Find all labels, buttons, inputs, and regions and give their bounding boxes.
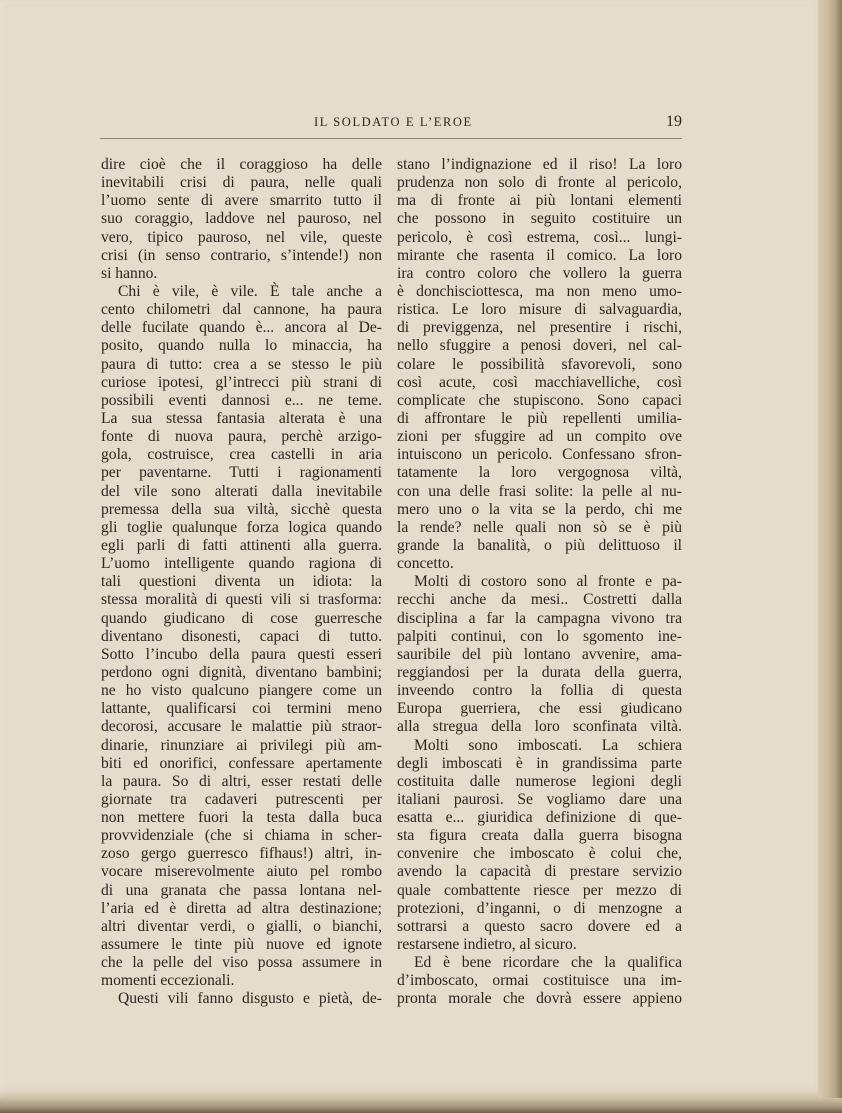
text-line: sta figura creata dalla guerra bisogna [397,827,682,845]
page-header [100,114,682,139]
page-edge-bottom [0,1098,842,1113]
text-line: Sotto l’incubo della paura questi esseri [101,645,382,663]
text-line: possibili eventi dannosi e... ne teme. [101,391,382,409]
text-line: Chi è vile, è vile. È tale anche a [118,282,382,300]
text-line: di una granata che passa lontana nel- [101,881,382,899]
text-line: non mettere fuori la testa dalla buca [101,809,382,827]
text-line: Ed è bene ricordare che la qualifica [414,954,682,972]
text-line: pronta morale che dovrà essere appieno [397,990,682,1008]
text-line: recchi anche da mesi.. Costretti dalla [397,591,682,609]
right-text-column [397,156,682,1009]
text-line: altri diventar verdi, o gialli, o bianchi, [101,917,382,935]
text-line: gli toglie qualunque forza logica quando [101,518,382,536]
text-line: restarsene indietro, al sicuro. [397,936,577,954]
text-line: di affrontare le più repellenti umilia- [397,409,682,427]
text-line: Europa guerriera, che essi giudicano [397,700,682,718]
text-line: tali questioni diventa un idiota: la [101,573,382,591]
text-line: vero, tipico pauroso, nel vile, queste [101,228,382,246]
text-line: palpiti continui, con lo sgomento ine- [397,627,682,645]
text-line: degli imboscati è in grandissima parte [397,754,682,772]
text-line: fonte di nuova paura, perchè arzigo- [101,428,382,446]
text-line: dire cioè che il coraggioso ha delle [101,156,382,173]
text-line: zoso gergo guerresco fifhaus!) altri, in- [101,845,382,863]
text-line: mirante che rasenta il comico. La loro [397,246,682,264]
text-line: crisi (in senso contrario, s’intende!) non [101,246,382,264]
text-line: provvidenziale (che si chiama in scher- [101,827,382,845]
page-edge-right [818,0,842,1113]
text-line: pericolo, è così estrema, così... lungi- [397,228,682,246]
text-line: stano l’indignazione ed il riso! La loro [397,156,682,173]
text-line: Molti di costoro sono al fronte e pa- [414,573,682,591]
text-line: delle fucilate quando è... ancora al De- [101,319,382,337]
text-line: diventano disonesti, capaci di tutto. [101,627,382,645]
text-line: ne ho visto qualcuno piangere come un [101,682,382,700]
text-line: decorosi, accusare le malattie più straor- [101,718,382,736]
text-line: dinarie, rinunziare ai privilegi più am- [101,736,382,754]
text-line: avendo la capacità di prestare servizio [397,863,682,881]
text-line: protezioni, d’inganni, o di menzogne a [397,899,682,917]
text-line: grande la banalità, o più delittuoso il [397,536,682,554]
text-line: assumere le tinte più nuove ed ignote [101,936,382,954]
text-line: egli parli di fatti attinenti alla guerra. [101,536,382,554]
text-line: l’uomo sente di avere smarrito tutto il [101,192,382,210]
text-line: così acute, così macchiavelliche, così [397,373,682,391]
text-line: nello sfuggire a penosi doveri, nel cal- [397,337,682,355]
text-line: con una delle frasi solite: la pelle al nu- [397,482,682,500]
text-line: italiani paurosi. Se vogliamo dare una [397,790,682,808]
text-line: stessa moralità di questi vili si trasforma: [101,591,382,609]
text-line: ristica. Le loro misure di salvaguardia, [397,301,682,319]
text-line: intuiscono un pericolo. Confessano sfron- [397,446,682,464]
text-line: prudenza non solo di fronte al pericolo, [397,174,682,192]
text-line: è donchisciottesca, ma non meno umo- [397,282,682,300]
text-line: La sua stessa fantasia alterata è una [101,409,382,427]
text-line: lattante, qualificarsi coi termini meno [101,700,382,718]
text-line: posito, quando nulla lo minaccia, ha [101,337,382,355]
text-line: ira contro coloro che vollero la guerra [397,264,682,282]
text-line: quando giudicano di cose guerresche [101,609,382,627]
text-line: tatamente la loro vergognosa viltà, [397,464,682,482]
text-line: la paura. So di altri, esser restati delle [101,772,382,790]
text-line: si hanno. [101,264,158,282]
text-line: per paventarne. Tutti i ragionamenti [101,464,382,482]
text-line: ma di fronte ai più lontani elementi [397,192,682,210]
text-line: disciplina a far la campagna vivono tra [397,609,682,627]
text-line: gola, costruisce, crea castelli in aria [101,446,382,464]
text-line: premessa della sua viltà, sicchè questa [101,500,382,518]
text-line: L’uomo intelligente quando ragiona di [101,555,382,573]
text-line: che la pelle del viso possa assumere in [101,954,382,972]
text-line: l’aria ed è diretta ad altra destinazione; [101,899,382,917]
text-line: che possono in seguito costituire un [397,210,682,228]
text-line: complicate che stupiscono. Sono capaci [397,391,682,409]
text-line: momenti eccezionali. [101,972,235,990]
text-line: del vile sono alterati dalla inevitabile [101,482,382,500]
running-title: IL SOLDATO E L’EROE [314,115,473,129]
text-line: curiose ipotesi, gl’intrecci più strani di [101,373,382,391]
text-line: concetto. [397,555,454,573]
text-line: perdono ogni dignità, diventano bambini; [101,663,382,681]
left-text-column [101,156,382,1009]
text-line: sottrarsi a questo sacro dovere ed a [397,917,682,935]
text-line: convenire che imboscato è colui che, [397,845,682,863]
text-line: di previggenza, nel presentire i rischi, [397,319,682,337]
text-line: inveendo contro la follia di questa [397,682,682,700]
text-line: esatta e... giuridica definizione di que- [397,809,682,827]
text-line: colare le possibilità sfavorevoli, sono [397,355,682,373]
text-line: sauribile del più lontano avvenire, ama- [397,645,682,663]
text-line: quale combattente riesce per mezzo di [397,881,682,899]
text-line: costituita dalle numerose legioni degli [397,772,682,790]
text-line: paura di tutto: crea a se stesso le più [101,355,382,373]
text-line: Molti sono imboscati. La schiera [414,736,682,754]
text-line: Questi vili fanno disgusto e pietà, de- [118,990,382,1008]
text-line: reggiandosi per la durata della guerra, [397,663,682,681]
text-line: vocare miserevolmente aiuto pel rombo [101,863,382,881]
text-line: biti ed onorifici, confessare apertamente [101,754,382,772]
text-line: inevitabili crisi di paura, nelle quali [101,174,382,192]
text-line: la rende? nelle quali non sò se è più [397,518,682,536]
text-line: giornate tra cadaveri putrescenti per [101,790,382,808]
text-line: suo coraggio, laddove nel pauroso, nel [101,210,382,228]
text-line: cento chilometri dal cannone, ha paura [101,301,382,319]
text-line: d’imboscato, ormai costituisce una im- [397,972,682,990]
text-line: mero uno o la vita se la perdo, chi me [397,500,682,518]
text-line: alla stregua della loro sconfinata viltà. [397,718,682,736]
page-number: 19 [666,113,682,130]
text-line: zioni per sfuggire ad un compito ove [397,428,682,446]
